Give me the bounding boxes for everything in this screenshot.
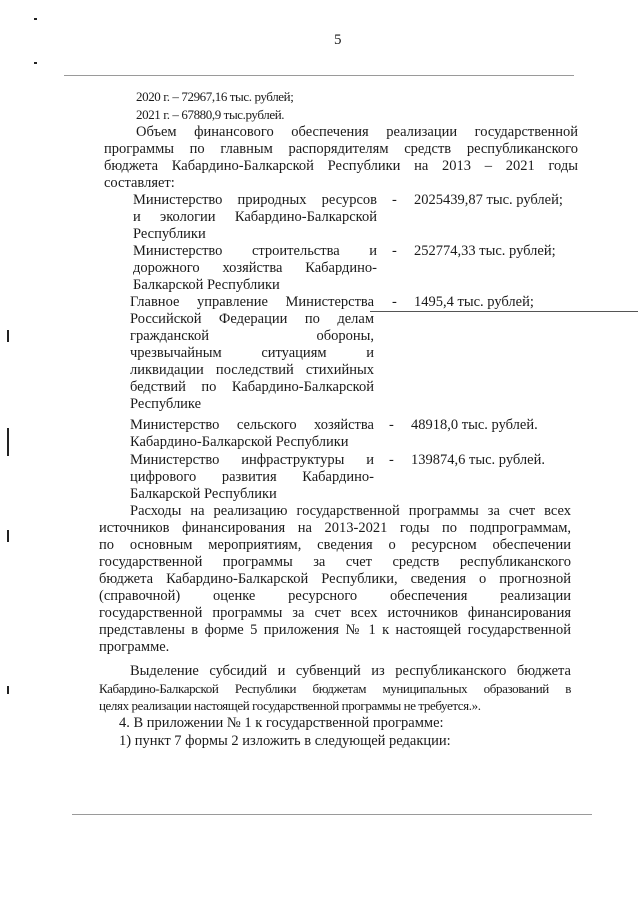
subsidies-line: Кабардино-Балкарской Республики бюджетам муниципальных образований в <box>99 681 571 696</box>
ministry-line: Главное управление Министерства <box>130 294 374 310</box>
expenses-line: государственной программы за счет всех источников финансирования <box>99 605 571 621</box>
expenses-line: бюджета Кабардино-Балкарской Республики, сведения о прогнозной <box>99 571 571 587</box>
ministry-dash: - <box>389 417 394 433</box>
scan-line <box>370 311 638 312</box>
ministry-dash: - <box>392 243 397 259</box>
page-number: 5 <box>334 32 342 48</box>
year-2020-line: 2020 г. – 72967,16 тыс. рублей; <box>136 89 294 104</box>
ministry-line: Российской Федерации по делам <box>130 311 374 327</box>
ministry-line: бедствий по Кабардино-Балкарской <box>130 379 374 395</box>
subsidies-line: целях реализации настоящей государственной программы не требуется.». <box>99 698 481 713</box>
expenses-line: по основным мероприятиям, сведения о ресурсном обеспечении <box>99 537 571 553</box>
scan-line <box>72 814 592 815</box>
ministry-amount: 1495,4 тыс. рублей; <box>414 294 534 310</box>
ministry-amount: 48918,0 тыс. рублей. <box>411 417 538 433</box>
ministry-line: Министерство природных ресурсов <box>133 192 377 208</box>
item-4-1: 1) пункт 7 формы 2 изложить в следующей редакции: <box>119 733 451 749</box>
scan-line <box>64 75 574 76</box>
ministry-amount: 139874,6 тыс. рублей. <box>411 452 545 468</box>
ministry-line: дорожного хозяйства Кабардино- <box>133 260 377 276</box>
ministry-amount: 252774,33 тыс. рублей; <box>414 243 556 259</box>
expenses-line: государственной программы за счет средств республиканского <box>99 554 571 570</box>
subsidies-line: Выделение субсидий и субвенций из республиканского бюджета <box>130 663 571 679</box>
intro-line: составляет: <box>104 175 175 191</box>
ministry-line: Министерство строительства и <box>133 243 377 259</box>
expenses-line: (справочной) оценке ресурсного обеспечения реализации <box>99 588 571 604</box>
item-4: 4. В приложении № 1 к государственной программе: <box>119 715 444 731</box>
ministry-amount: 2025439,87 тыс. рублей; <box>414 192 563 208</box>
intro-line: программы по главным распорядителям средств республиканского <box>104 141 578 157</box>
ministry-dash: - <box>392 294 397 310</box>
ministry-line: Балкарской Республики <box>133 277 280 293</box>
ministry-line: гражданской обороны, <box>130 328 374 344</box>
intro-line: бюджета Кабардино-Балкарской Республики на 2013 – 2021 годы <box>104 158 578 174</box>
ministry-line: Министерство инфраструктуры и <box>130 452 374 468</box>
ministry-line: Кабардино-Балкарской Республики <box>130 434 349 450</box>
ministry-line: Республики <box>133 226 206 242</box>
ministry-line: и экологии Кабардино-Балкарской <box>133 209 377 225</box>
scan-mark <box>7 530 9 542</box>
scan-mark <box>7 428 9 456</box>
expenses-line: представлены в форме 5 приложения № 1 к настоящей государственной <box>99 622 571 638</box>
ministry-line: чрезвычайным ситуациям и <box>130 345 374 361</box>
ministry-line: Балкарской Республики <box>130 486 277 502</box>
scan-mark <box>34 62 37 64</box>
ministry-line: Министерство сельского хозяйства <box>130 417 374 433</box>
ministry-line: цифрового развития Кабардино- <box>130 469 374 485</box>
scan-mark <box>34 18 37 20</box>
intro-line: Объем финансового обеспечения реализации государственной <box>136 124 578 140</box>
ministry-line: ликвидации последствий стихийных <box>130 362 374 378</box>
scan-mark <box>7 686 9 694</box>
ministry-dash: - <box>392 192 397 208</box>
ministry-dash: - <box>389 452 394 468</box>
ministry-line: Республике <box>130 396 202 412</box>
scan-mark <box>7 330 9 342</box>
expenses-line: источников финансирования на 2013-2021 годы по подпрограммам, <box>99 520 571 536</box>
year-2021-line: 2021 г. – 67880,9 тыс.рублей. <box>136 107 285 122</box>
expenses-line: Расходы на реализацию государственной программы за счет всех <box>130 503 571 519</box>
expenses-line: программе. <box>99 639 170 655</box>
